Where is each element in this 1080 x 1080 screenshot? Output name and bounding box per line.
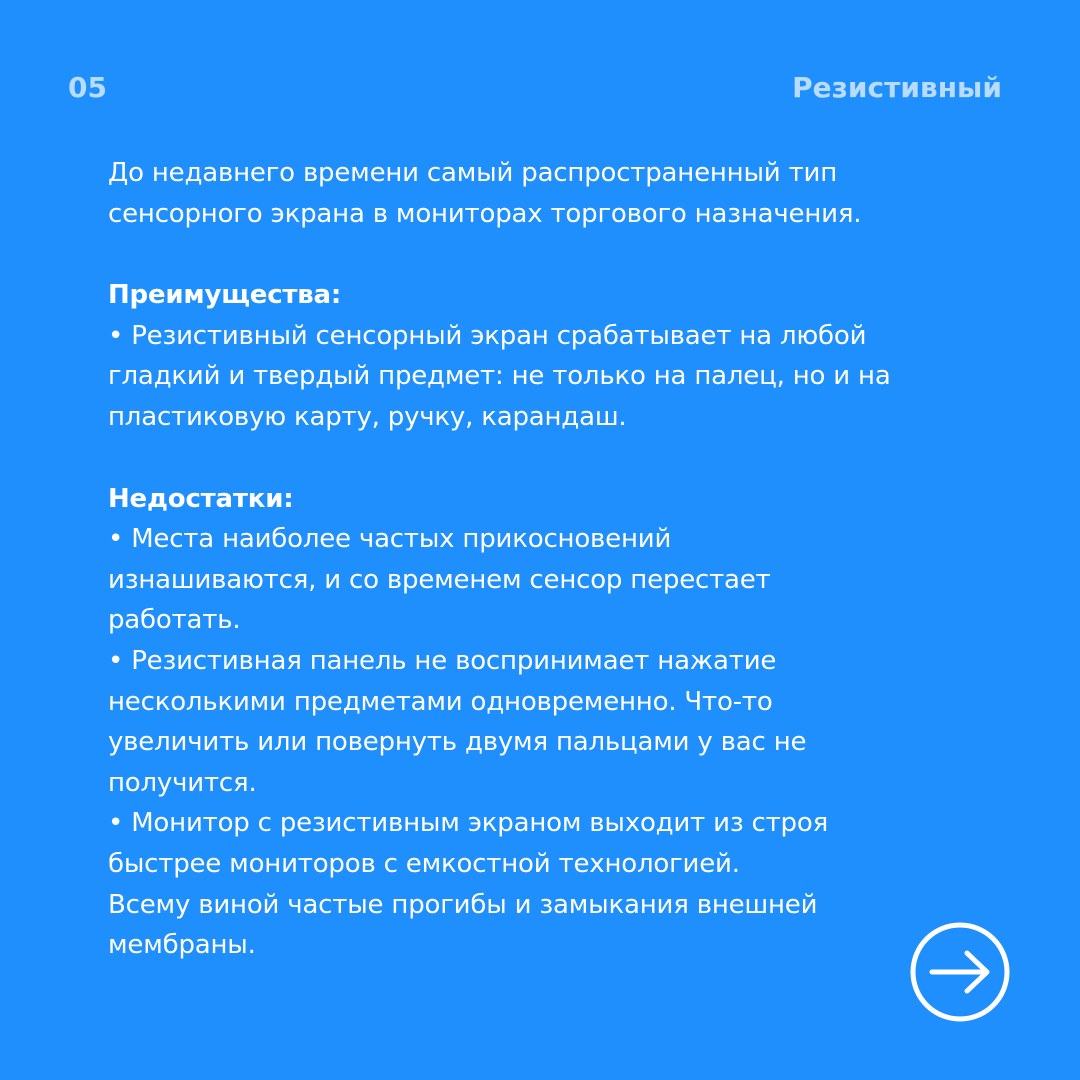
advantages-section: [108, 275, 988, 437]
advantages-line: гладкий и твердый предмет: не только на палец, но и на: [108, 361, 891, 392]
disadvantages-line: • Монитор с резистивным экраном выходит из строя: [108, 808, 829, 839]
disadvantages-line: получится.: [108, 767, 257, 798]
disadvantages-line: изнашиваются, и со временем сенсор перестает: [108, 564, 771, 595]
advantages-line: • Резистивный сенсорный экран срабатывает на любой: [108, 320, 867, 351]
slide-title: Резистивный: [792, 71, 1002, 104]
disadvantages-line: быстрее мониторов с емкостной технологией.: [108, 848, 740, 879]
disadvantages-line: • Резистивная панель не воспринимает нажатие: [108, 645, 777, 676]
disadvantages-line: мембраны.: [108, 930, 256, 961]
intro-text: [108, 153, 988, 234]
disadvantages-line: Всему виной частые прогибы и замыкания внешней: [108, 889, 818, 920]
disadvantages-line: увеличить или повернуть двумя пальцами у вас не: [108, 727, 807, 758]
arrow-right-icon: [910, 922, 1010, 1022]
disadvantages-heading: Недостатки:: [108, 483, 294, 514]
disadvantages-section: [108, 479, 988, 966]
slide-content: [108, 153, 988, 966]
intro-line: сенсорного экрана в мониторах торгового назначения.: [108, 198, 862, 229]
disadvantages-line: несколькими предметами одновременно. Что-то: [108, 686, 773, 717]
next-slide-button[interactable]: [910, 922, 1010, 1022]
slide-number: 05: [68, 71, 107, 104]
advantages-line: пластиковую карту, ручку, карандаш.: [108, 401, 627, 432]
intro-line: До недавнего времени самый распространенный тип: [108, 158, 838, 188]
disadvantages-line: работать.: [108, 605, 241, 636]
advantages-heading: Преимущества:: [108, 280, 342, 311]
disadvantages-line: • Места наиболее частых прикосновений: [108, 524, 672, 555]
